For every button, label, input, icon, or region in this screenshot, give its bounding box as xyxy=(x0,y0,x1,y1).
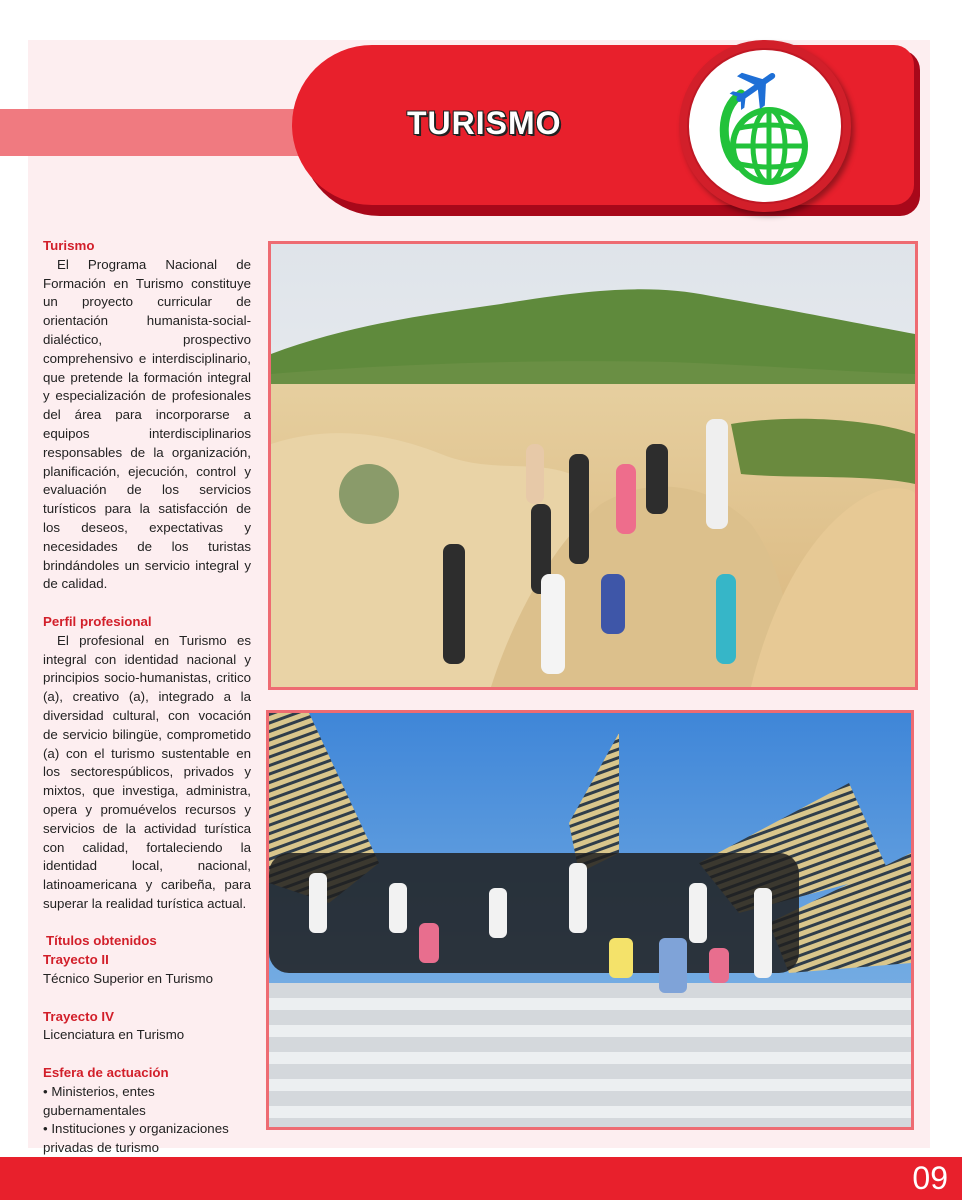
text-column xyxy=(43,237,251,1196)
logo-badge xyxy=(679,40,851,212)
trayecto-4-label: Trayecto IV xyxy=(43,1008,114,1024)
globe-airplane-icon xyxy=(687,48,843,204)
section-heading-titulos: Títulos obtenidos xyxy=(46,933,157,949)
photo-steps-group xyxy=(266,710,914,1130)
section-heading-turismo: Turismo xyxy=(43,238,95,253)
trayecto-2-value: Técnico Superior en Turismo xyxy=(43,971,213,987)
trayecto-4-value: Licenciatura en Turismo xyxy=(43,1027,185,1043)
section-heading-esfera: Esfera de actuación xyxy=(43,1065,169,1081)
page-title: TURISMO xyxy=(407,105,562,141)
section-heading-perfil: Perfil profesional xyxy=(43,613,152,629)
page-number: 09 xyxy=(912,1160,948,1196)
header-accent-band xyxy=(0,109,330,156)
section-body-perfil: El profesional en Turismo es integral con identidad nacional y principios socio-humanistas, critico (a), creativo (a), integrado a la diversidad cultural, con vocación de servicio bilingüe, comprometido (a) con el turismo sustentable en los sectorespúblicos, privados y mixtos, que investiga, administra, opera y promuévelos recursos y servicios de la actividad turística con calidad, fortaleciendo la identidad local, nacional, latinoamericana y caribeña, para superar la realidad turística actual. xyxy=(43,632,251,911)
photo-desert-group xyxy=(268,241,918,690)
trayecto-2-label: Trayecto II xyxy=(43,952,109,968)
footer-bar xyxy=(0,1157,962,1200)
list-item: • Ministerios, entes gubernamentales xyxy=(43,1083,155,1118)
list-item: • Instituciones y organizaciones privadas de turismo xyxy=(43,1121,229,1156)
section-body-turismo: El Programa Nacional de Formación en Turismo constituye un proyecto curricular de orientación humanista-social-dialéctico, prospectivo comprehensivo e interdisciplinario, que pretende la formación integral y especialización de profesionales del área para incorporarse a equipos interdisciplinarios responsables de la organización, planificación, ejecución, control y evaluación de los servicios turísticos para la satisfacción de los deseos, expectativas y necesidades de los turistas brindándoles un servicio integral y de calidad. xyxy=(43,256,251,592)
